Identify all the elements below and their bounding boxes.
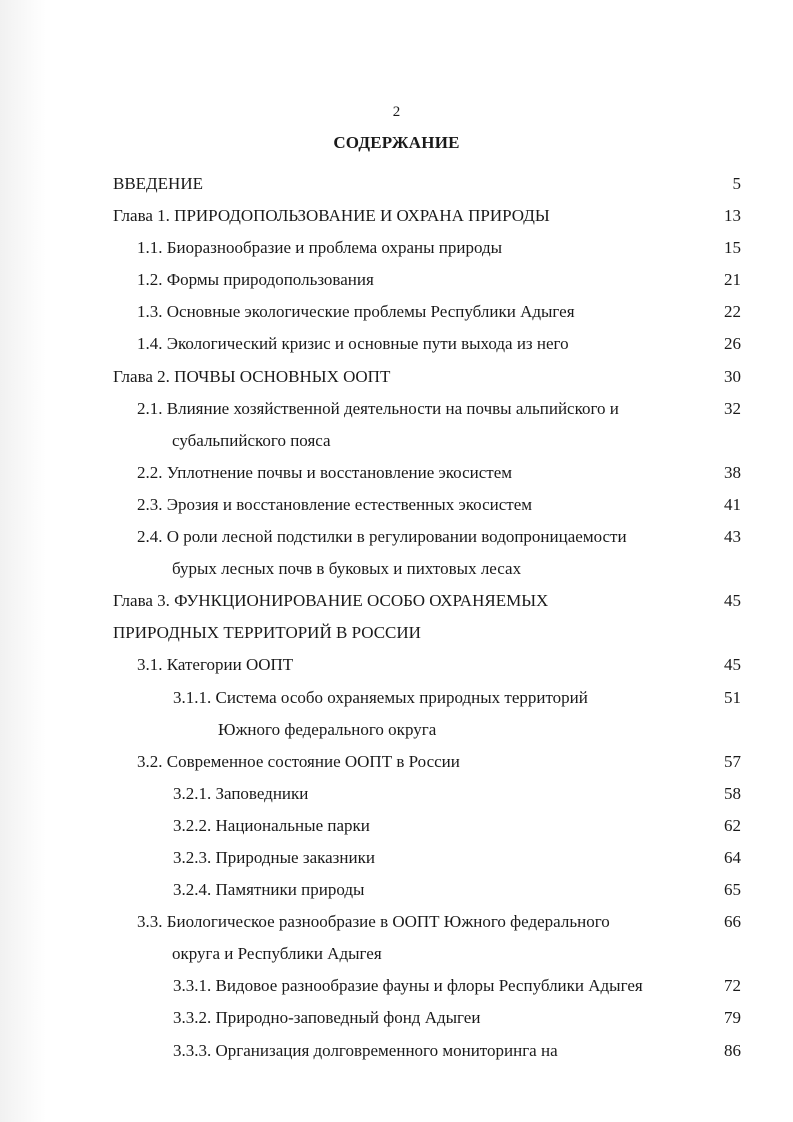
- toc-entry: [0, 778, 793, 810]
- toc-entry: [0, 328, 793, 360]
- toc-entry-text: 1.4. Экологический кризис и основные пути выхода из него: [137, 334, 569, 354]
- toc-entry: [0, 489, 793, 521]
- toc-entry: [0, 842, 793, 874]
- toc-entry-text: ВВЕДЕНИЕ: [113, 174, 203, 193]
- toc-entry-page: 66: [724, 912, 741, 932]
- toc-entry-page: 26: [724, 334, 741, 354]
- toc-entry-page: 45: [724, 591, 741, 611]
- table-of-contents: [0, 168, 793, 1067]
- toc-entry-text: 3.2.1. Заповедники: [173, 783, 309, 803]
- toc-entry: [0, 649, 793, 681]
- toc-entry-page: 22: [724, 302, 741, 322]
- toc-entry-continuation: [0, 553, 793, 585]
- toc-entry-page: 21: [724, 270, 741, 290]
- toc-entry-page: 45: [724, 655, 741, 675]
- toc-entry: [0, 200, 793, 232]
- toc-entry: [0, 746, 793, 778]
- toc-entry-text: 3.3.1. Видовое разнообразие фауны и флоры Республики Адыгея: [173, 976, 643, 996]
- toc-entry: [0, 393, 793, 425]
- toc-entry: [0, 296, 793, 328]
- toc-entry-page: 30: [724, 366, 741, 386]
- toc-entry: [0, 361, 793, 393]
- toc-entry-page: 65: [724, 880, 741, 900]
- toc-entry-page: 32: [724, 398, 741, 418]
- toc-entry-text: Южного федерального округа: [218, 719, 437, 739]
- toc-entry-continuation: [0, 617, 793, 649]
- toc-entry-page: 41: [724, 494, 741, 514]
- toc-entry-text: Глава 3. ФУНКЦИОНИРОВАНИЕ ОСОБО ОХРАНЯЕМЫХ: [113, 591, 549, 611]
- toc-entry: [0, 906, 793, 938]
- toc-entry-page: 43: [724, 527, 741, 547]
- toc-entry-page: 5: [732, 174, 741, 193]
- toc-entry-text: 3.2.2. Национальные парки: [173, 815, 370, 835]
- toc-entry-text: 1.1. Биоразнообразие и проблема охраны природы: [137, 238, 503, 258]
- toc-entry-text: 3.2.3. Природные заказники: [173, 847, 375, 867]
- toc-entry: [0, 521, 793, 553]
- toc-entry-text: 3.1.1. Система особо охраняемых природных территорий: [173, 687, 588, 707]
- toc-entry-text: Глава 1. ПРИРОДОПОЛЬЗОВАНИЕ И ОХРАНА ПРИРОДЫ: [113, 206, 550, 226]
- toc-entry-text: округа и Республики Адыгея: [172, 944, 382, 964]
- toc-entry-continuation: [0, 714, 793, 746]
- toc-entry-page: 79: [724, 1008, 741, 1028]
- toc-entry-text: 1.3. Основные экологические проблемы Республики Адыгея: [137, 302, 575, 322]
- toc-entry-text: бурых лесных почв в буковых и пихтовых лесах: [172, 559, 522, 579]
- toc-entry: [0, 682, 793, 714]
- toc-entry-page: 64: [724, 847, 741, 867]
- toc-entry: [0, 457, 793, 489]
- toc-entry-text: субальпийского пояса: [172, 430, 331, 450]
- toc-entry-page: 72: [724, 976, 741, 996]
- page-number: 2: [392, 104, 401, 120]
- toc-entry-text: ПРИРОДНЫХ ТЕРРИТОРИЙ В РОССИИ: [113, 623, 421, 643]
- toc-entry: [0, 970, 793, 1002]
- toc-entry: [0, 585, 793, 617]
- toc-entry-text: 2.2. Уплотнение почвы и восстановление экосистем: [137, 462, 513, 482]
- toc-entry-continuation: [0, 425, 793, 457]
- toc-entry-text: 2.3. Эрозия и восстановление естественных экосистем: [137, 494, 532, 514]
- toc-entry-page: 15: [724, 238, 741, 258]
- toc-entry-page: 51: [724, 687, 741, 707]
- toc-entry-text: 1.2. Формы природопользования: [137, 270, 374, 290]
- toc-entry-page: 58: [724, 783, 741, 803]
- toc-entry-text: Глава 2. ПОЧВЫ ОСНОВНЫХ ООПТ: [113, 366, 391, 386]
- toc-entry-page: 86: [724, 1040, 741, 1060]
- toc-entry-continuation: [0, 938, 793, 970]
- toc-entry: [0, 264, 793, 296]
- toc-entry: [0, 810, 793, 842]
- toc-entry-text: 3.3. Биологическое разнообразие в ООПТ Южного федерального: [137, 912, 610, 932]
- page-title: СОДЕРЖАНИЕ: [333, 133, 460, 152]
- toc-entry: [0, 232, 793, 264]
- toc-entry-page: 57: [724, 751, 741, 771]
- toc-entry-text: 3.3.3. Организация долговременного мониторинга на: [173, 1040, 558, 1060]
- toc-entry-text: 3.1. Категории ООПТ: [137, 655, 294, 675]
- toc-entry: [0, 1035, 793, 1067]
- toc-entry-text: 3.2. Современное состояние ООПТ в России: [137, 751, 460, 771]
- toc-entry: [0, 1002, 793, 1034]
- toc-entry-text: 3.3.2. Природно-заповедный фонд Адыгеи: [173, 1008, 481, 1028]
- toc-entry-text: 2.1. Влияние хозяйственной деятельности на почвы альпийского и: [137, 398, 619, 418]
- toc-entry-page: 38: [724, 462, 741, 482]
- toc-entry-text: 2.4. О роли лесной подстилки в регулировании водопроницаемости: [137, 527, 627, 547]
- toc-entry: [0, 874, 793, 906]
- toc-entry-page: 13: [724, 206, 741, 226]
- toc-entry-page: 62: [724, 815, 741, 835]
- toc-entry-text: 3.2.4. Памятники природы: [173, 880, 365, 900]
- toc-entry: [0, 168, 793, 200]
